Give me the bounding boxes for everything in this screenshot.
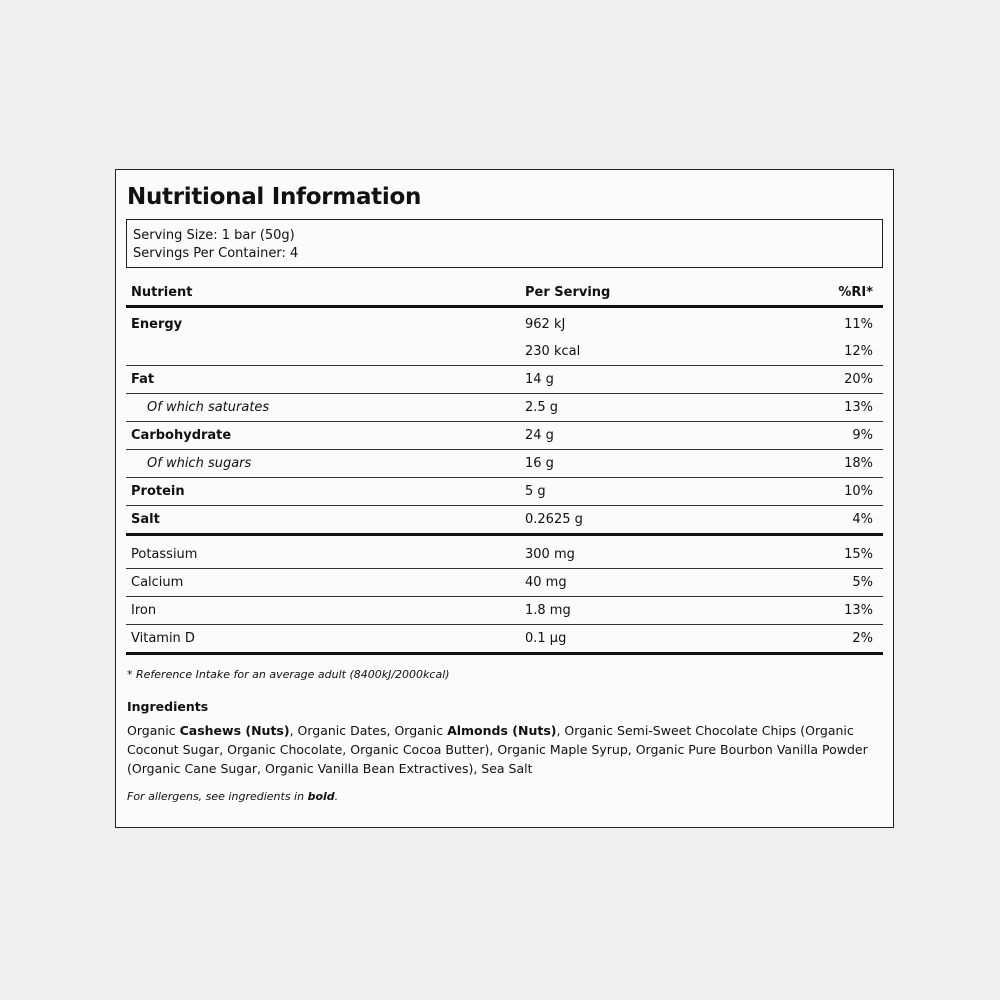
row-ri: 20% (844, 372, 873, 387)
row-ri: 12% (844, 344, 873, 359)
table-row-vitamin-d (126, 625, 883, 655)
row-nutrient: Iron (131, 603, 157, 618)
row-value: 300 mg (525, 547, 575, 562)
row-value: 5 g (525, 484, 546, 499)
row-nutrient: Fat (131, 372, 155, 387)
row-value: 16 g (525, 456, 554, 471)
row-value: 2.5 g (525, 400, 559, 415)
row-ri: 13% (844, 603, 873, 618)
row-ri: 15% (844, 547, 873, 562)
serving-info-box (126, 219, 883, 268)
ri-footnote: * Reference Intake for an average adult (8400kJ/2000kcal) (127, 668, 450, 681)
row-nutrient: Potassium (131, 547, 198, 562)
ingredients-text: , Organic Semi-Sweet Chocolate Chips (Organic Coconut Sugar, Organic Chocolate, Organic Cocoa Butter), Organic Maple Syrup, Organic Pure Bourbon Vanilla Powder (Organic Cane Sugar, Organic Vanilla Bean Extractives), Sea Salt (127, 723, 868, 776)
table-row-energy-kj (126, 311, 883, 337)
row-nutrient: Calcium (131, 575, 184, 590)
header-nutrient: Nutrient (131, 285, 193, 300)
table-row-protein (126, 478, 883, 506)
header-per-serving: Per Serving (525, 285, 611, 300)
ingredients-text: , Organic Dates, Organic (289, 723, 448, 738)
ingredients-list (127, 721, 887, 778)
row-nutrient: Of which saturates (147, 400, 270, 415)
allergen-cashews: Cashews (Nuts) (179, 723, 290, 738)
row-nutrient: Protein (131, 484, 185, 499)
allergen-note (127, 790, 338, 803)
table-row-salt (126, 506, 883, 536)
row-nutrient: Carbohydrate (131, 428, 232, 443)
row-value: 962 kJ (525, 317, 566, 332)
table-row-energy-kcal (126, 338, 883, 366)
row-ri: 11% (844, 317, 873, 332)
table-row-calcium (126, 569, 883, 597)
serving-size: Serving Size: 1 bar (50g) (133, 228, 295, 243)
row-nutrient: Vitamin D (131, 631, 195, 646)
row-ri: 13% (844, 400, 873, 415)
header-ri: %RI* (838, 285, 873, 300)
row-value: 230 kcal (525, 344, 581, 359)
row-nutrient: Energy (131, 317, 183, 332)
row-value: 1.8 mg (525, 603, 571, 618)
row-value: 0.2625 g (525, 512, 583, 527)
row-ri: 4% (852, 512, 873, 527)
row-ri: 2% (852, 631, 873, 646)
ingredients-text: Organic (127, 723, 180, 738)
row-nutrient: Salt (131, 512, 160, 527)
row-value: 14 g (525, 372, 554, 387)
row-ri: 18% (844, 456, 873, 471)
table-row-potassium (126, 541, 883, 569)
label-title: Nutritional Information (127, 184, 422, 210)
row-value: 0.1 µg (525, 631, 567, 646)
allergen-note-bold: bold (307, 790, 335, 803)
table-row-iron (126, 597, 883, 625)
allergen-note-end: . (334, 790, 339, 803)
row-nutrient: Of which sugars (147, 456, 252, 471)
servings-per-container: Servings Per Container: 4 (133, 246, 299, 261)
table-header (126, 280, 883, 308)
table-row-sugars (126, 450, 883, 478)
row-value: 24 g (525, 428, 554, 443)
row-ri: 10% (844, 484, 873, 499)
nutrition-label (115, 169, 894, 828)
row-value: 40 mg (525, 575, 567, 590)
table-row-carbohydrate (126, 422, 883, 450)
ingredients-heading: Ingredients (127, 699, 209, 714)
table-row-fat (126, 366, 883, 394)
allergen-note-text: For allergens, see ingredients in (127, 790, 308, 803)
allergen-almonds: Almonds (Nuts) (447, 723, 557, 738)
table-row-saturates (126, 394, 883, 422)
row-ri: 5% (852, 575, 873, 590)
row-ri: 9% (852, 428, 873, 443)
